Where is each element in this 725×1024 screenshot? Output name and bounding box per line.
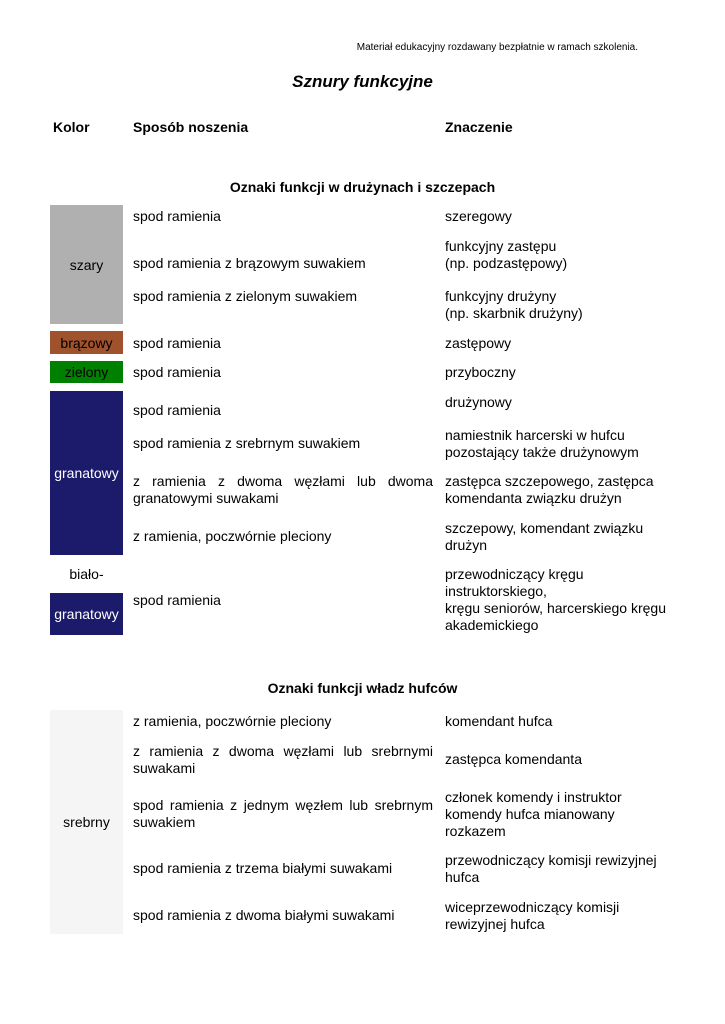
s1-row2-meaning: funkcyjny zastępu (np. podzastępowy) xyxy=(445,238,568,271)
s1-row8-way: z ramienia z dwoma węzłami lub dwoma granatowymi suwakami xyxy=(133,473,433,506)
s2-row1-meaning: komendant hufca xyxy=(445,713,553,729)
s1-row9-meaning: szczepowy, komendant związku drużyn xyxy=(445,520,644,553)
swatch-srebrny: srebrny xyxy=(50,710,123,934)
s1-row1-way: spod ramienia xyxy=(133,208,221,224)
s2-row3-way: spod ramienia z jednym węzłem lub srebrnym suwakiem xyxy=(133,797,433,830)
swatch-szary: szary xyxy=(50,205,123,324)
s1-row7-meaning: namiestnik harcerski w hufcu pozostający także drużynowym xyxy=(445,427,639,460)
s2-row4-way: spod ramienia z trzema białymi suwakami xyxy=(133,860,393,876)
s1-row3-way: spod ramienia z zielonym suwakiem xyxy=(133,288,358,304)
s1-row3-meaning: funkcyjny drużyny (np. skarbnik drużyny) xyxy=(445,288,583,321)
s1-row6-way: spod ramienia xyxy=(133,402,221,418)
swatch-bialo-granatowy: granatowy xyxy=(50,593,123,635)
s1-row4-way: spod ramienia xyxy=(133,335,221,351)
s1-row5-meaning: przyboczny xyxy=(445,364,516,380)
column-header-meaning: Znaczenie xyxy=(445,119,513,135)
s2-row5-meaning: wiceprzewodniczący komisji rewizyjnej hufca xyxy=(445,899,620,932)
s2-row4-meaning: przewodniczący komisji rewizyjnej hufca xyxy=(445,852,657,885)
section-title-troops: Oznaki funkcji w drużynach i szczepach xyxy=(229,179,496,195)
s2-row1-way: z ramienia, poczwórnie pleciony xyxy=(133,713,332,729)
swatch-brazowy: brązowy xyxy=(50,331,123,354)
s1-row8-meaning: zastępca szczepowego, zastępca komendanta związku drużyn xyxy=(445,473,654,506)
s1-row1-meaning: szeregowy xyxy=(445,208,512,224)
s1-row6-meaning: drużynowy xyxy=(445,394,512,410)
swatch-bialo-label: biało- xyxy=(50,563,123,585)
s1-row10-meaning: przewodniczący kręgu instruktorskiego, kręgu seniorów, harcerskiego kręgu akademickiego xyxy=(445,566,667,633)
s1-row2-way: spod ramienia z brązowym suwakiem xyxy=(133,255,366,271)
s2-row3-meaning: członek komendy i instruktor komendy hufca mianowany rozkazem xyxy=(445,789,622,839)
s2-row2-meaning: zastępca komendanta xyxy=(445,751,582,767)
s1-row9-way: z ramienia, poczwórnie pleciony xyxy=(133,528,332,544)
page-title: Sznury funkcyjne xyxy=(292,72,433,91)
s1-row4-meaning: zastępowy xyxy=(445,335,512,351)
column-header-color: Kolor xyxy=(53,119,90,135)
s1-row7-way: spod ramienia z srebrnym suwakiem xyxy=(133,435,361,451)
header-note: Materiał edukacyjny rozdawany bezpłatnie w ramach szkolenia. xyxy=(356,42,638,53)
section-title-district: Oznaki funkcji władz hufców xyxy=(267,680,458,696)
column-header-way: Sposób noszenia xyxy=(133,119,249,135)
s1-row5-way: spod ramienia xyxy=(133,364,221,380)
s1-row10-way: spod ramienia xyxy=(133,592,221,608)
s2-row5-way: spod ramienia z dwoma białymi suwakami xyxy=(133,907,395,923)
s2-row2-way: z ramienia z dwoma węzłami lub srebrnymi suwakami xyxy=(133,743,433,776)
swatch-granatowy: granatowy xyxy=(50,391,123,555)
swatch-zielony: zielony xyxy=(50,361,123,383)
